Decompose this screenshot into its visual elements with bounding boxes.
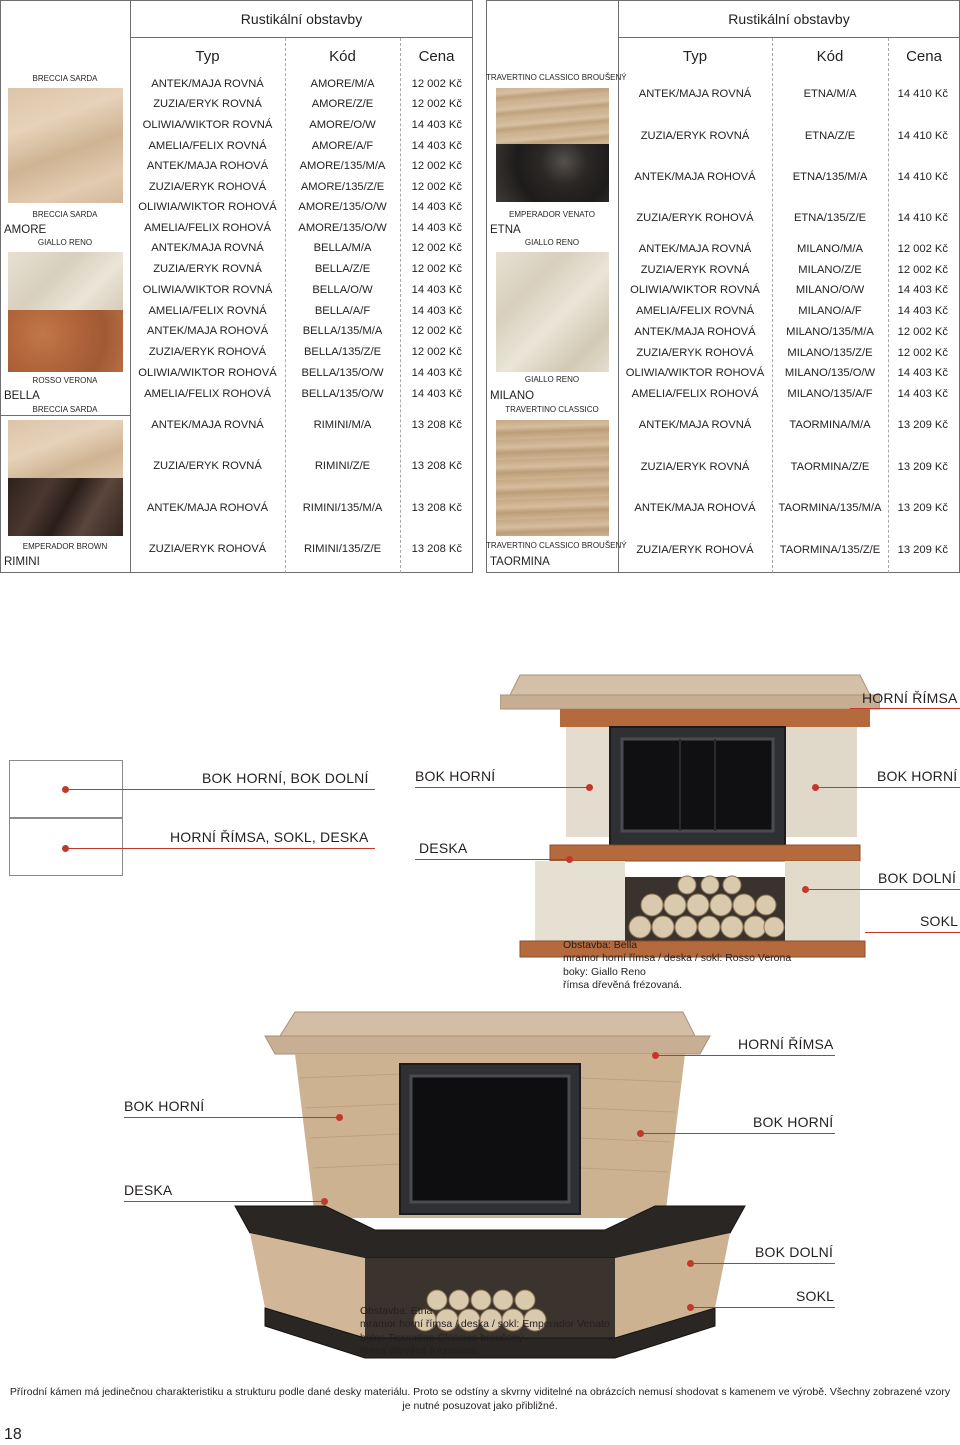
- row-code: TAORMINA/135/Z/E: [779, 544, 881, 556]
- swatch-label: BRECCIA SARDA: [32, 74, 98, 83]
- row-code: RIMINI/135/Z/E: [303, 543, 382, 555]
- label-bok-dolni: BOK DOLNÍ: [878, 870, 957, 886]
- right-title-rule: [618, 37, 960, 38]
- row-price: 13 208 Kč: [411, 460, 462, 472]
- row-code: BELLA/135/Z/E: [303, 346, 382, 358]
- row-type: OLIWIA/WIKTOR ROVNÁ: [142, 284, 273, 296]
- row-type: OLIWIA/WIKTOR ROHOVÁ: [138, 201, 277, 213]
- pointer-dot: [586, 784, 593, 791]
- row-price: 14 403 Kč: [411, 201, 462, 213]
- caption-line: Obstavba: Etna: [360, 1305, 433, 1317]
- pointer-line: [124, 1117, 339, 1118]
- group-name-amore: AMORE: [4, 224, 47, 236]
- row-type: AMELIA/FELIX ROHOVÁ: [144, 388, 271, 400]
- pointer-dot: [687, 1304, 694, 1311]
- pointer-line: [865, 932, 960, 933]
- swatch-travertino-classico: [496, 420, 609, 536]
- row-code: ETNA/135/M/A: [792, 171, 868, 183]
- page-number: 18: [4, 1426, 22, 1443]
- row-price: 14 403 Kč: [897, 388, 948, 400]
- row-type: ANTEK/MAJA ROHOVÁ: [634, 502, 756, 514]
- left-panel-title: Rustikální obstavby: [240, 11, 363, 27]
- row-type: ZUZIA/ERYK ROHOVÁ: [636, 212, 754, 224]
- row-price: 13 209 Kč: [897, 419, 948, 431]
- row-type: ZUZIA/ERYK ROHOVÁ: [636, 544, 754, 556]
- row-type: ANTEK/MAJA ROVNÁ: [638, 419, 752, 431]
- row-price: 14 403 Kč: [411, 388, 462, 400]
- swatch-travertino-brouseny: [496, 88, 609, 144]
- swatch-label: ROSSO VERONA: [32, 376, 98, 385]
- pointer-line: [690, 1307, 835, 1308]
- group-name-milano: MILANO: [490, 390, 535, 402]
- pointer-line: [640, 1133, 835, 1134]
- caption-line: boky: Travertino Classico broušený: [360, 1331, 524, 1344]
- swatch-emperador-brown: [8, 478, 123, 536]
- label-horni-rimsa-2: HORNÍ ŘÍMSA: [738, 1036, 834, 1052]
- row-price: 14 403 Kč: [411, 119, 462, 131]
- row-price: 12 002 Kč: [411, 98, 462, 110]
- label-bok-horni-right: BOK HORNÍ: [877, 768, 958, 784]
- row-type: AMELIA/FELIX ROVNÁ: [148, 305, 267, 317]
- row-price: 14 403 Kč: [411, 140, 462, 152]
- label-bok-horni-mid: BOK HORNÍ: [415, 768, 496, 784]
- caption-line: mramor horní římsa / deska / sokl: Emperador Venato: [360, 1318, 610, 1331]
- pointer-line: [655, 1055, 835, 1056]
- pointer-line: [805, 889, 960, 890]
- row-price: 13 208 Kč: [411, 419, 462, 431]
- pointer-dot: [62, 786, 69, 793]
- row-price: 12 002 Kč: [897, 326, 948, 338]
- fireplace-bella-illustration: [500, 665, 880, 975]
- row-code: RIMINI/M/A: [313, 419, 372, 431]
- row-type: AMELIA/FELIX ROVNÁ: [148, 140, 267, 152]
- row-code: BELLA/A/F: [314, 305, 371, 317]
- row-type: ZUZIA/ERYK ROVNÁ: [153, 263, 262, 275]
- row-type: ANTEK/MAJA ROHOVÁ: [146, 325, 269, 337]
- caption-line: Obstavba: Bella: [563, 939, 638, 951]
- row-type: ANTEK/MAJA ROVNÁ: [151, 242, 264, 254]
- row-price: 12 002 Kč: [897, 264, 948, 276]
- row-code: AMORE/A/F: [311, 140, 374, 152]
- row-code: AMORE/135/O/W: [298, 201, 387, 213]
- row-code: ETNA/135/Z/E: [793, 212, 867, 224]
- row-type: ZUZIA/ERYK ROVNÁ: [153, 460, 262, 472]
- row-price: 14 410 Kč: [897, 212, 948, 224]
- row-price: 13 208 Kč: [411, 543, 462, 555]
- swatch-breccia-sarda: [8, 88, 123, 203]
- pointer-dot: [802, 886, 809, 893]
- row-type: ANTEK/MAJA ROHOVÁ: [634, 171, 756, 183]
- row-type: ANTEK/MAJA ROVNÁ: [638, 243, 752, 255]
- row-code: AMORE/135/O/W: [298, 222, 387, 234]
- label-bok-horni-bok-dolni: BOK HORNÍ, BOK DOLNÍ: [202, 770, 369, 786]
- left-title-rule: [130, 37, 473, 38]
- pointer-line: [65, 848, 375, 849]
- row-code: MILANO/135/M/A: [786, 326, 874, 338]
- row-type: AMELIA/FELIX ROHOVÁ: [144, 222, 271, 234]
- label-bok-dolni-2: BOK DOLNÍ: [755, 1244, 834, 1260]
- row-price: 13 209 Kč: [897, 544, 948, 556]
- row-code: TAORMINA/Z/E: [790, 461, 870, 473]
- row-price: 14 410 Kč: [897, 130, 948, 142]
- row-code: MILANO/135/A/F: [787, 388, 873, 400]
- row-price: 12 002 Kč: [897, 347, 948, 359]
- row-code: MILANO/Z/E: [798, 264, 862, 276]
- row-type: ZUZIA/ERYK ROVNÁ: [640, 130, 750, 142]
- left-group-rule-1: [0, 415, 130, 416]
- swatch-label: EMPERADOR BROWN: [22, 542, 108, 551]
- row-code: MILANO/135/Z/E: [787, 347, 873, 359]
- caption-line: římsa dřevěná frézovaná.: [563, 978, 683, 991]
- group-name-taormina: TAORMINA: [490, 556, 550, 568]
- swatch-label: BRECCIA SARDA: [32, 210, 98, 219]
- row-price: 14 403 Kč: [411, 222, 462, 234]
- row-type: ANTEK/MAJA ROVNÁ: [151, 78, 264, 90]
- row-type: ZUZIA/ERYK ROVNÁ: [640, 461, 750, 473]
- row-code: AMORE/Z/E: [311, 98, 374, 110]
- row-price: 14 410 Kč: [897, 88, 948, 100]
- swatch-label: BRECCIA SARDA: [32, 405, 98, 414]
- pointer-dot: [321, 1198, 328, 1205]
- row-code: AMORE/135/M/A: [299, 160, 386, 172]
- row-code: BELLA/O/W: [312, 284, 373, 296]
- row-code: AMORE/135/Z/E: [300, 181, 385, 193]
- label-horni-rimsa-sokl-deska: HORNÍ ŘÍMSA, SOKL, DESKA: [170, 829, 369, 845]
- row-type: OLIWIA/WIKTOR ROHOVÁ: [625, 367, 765, 379]
- row-type: ZUZIA/ERYK ROVNÁ: [640, 264, 750, 276]
- swatch-label: TRAVERTINO CLASSICO BROUŠENÝ: [486, 73, 627, 82]
- row-price: 13 209 Kč: [897, 461, 948, 473]
- group-name-etna: ETNA: [490, 224, 521, 236]
- row-code: ETNA/Z/E: [804, 130, 856, 142]
- row-price: 12 002 Kč: [411, 263, 462, 275]
- row-code: BELLA/Z/E: [314, 263, 371, 275]
- swatch-breccia-sarda: [8, 420, 123, 478]
- swatch-emperador-venato: [496, 144, 609, 202]
- footer-disclaimer: Přírodní kámen má jedinečnou charakteristiku a strukturu podle dané desky materiálu. Proto se odstíny a skvrny viditelné na obrázcích nemusí shodovat s kamenem ve výrobě. Všechny zobrazené vzory je nutné posuzovat jako přibližné.: [9, 1386, 951, 1412]
- label-sokl: SOKL: [920, 913, 959, 929]
- label-sokl-2: SOKL: [796, 1288, 835, 1304]
- row-code: RIMINI/135/M/A: [302, 502, 383, 514]
- row-code: MILANO/O/W: [795, 284, 865, 296]
- row-type: ZUZIA/ERYK ROHOVÁ: [148, 181, 267, 193]
- swatch-label: EMPERADOR VENATO: [509, 210, 595, 219]
- row-price: 14 403 Kč: [897, 284, 948, 296]
- pointer-line: [415, 859, 570, 860]
- swatch-giallo-reno: [496, 252, 609, 372]
- row-type: ANTEK/MAJA ROVNÁ: [638, 88, 752, 100]
- pointer-dot: [336, 1114, 343, 1121]
- row-price: 12 002 Kč: [411, 346, 462, 358]
- pointer-line: [850, 708, 960, 709]
- right-header-cena: Cena: [906, 48, 942, 65]
- row-price: 14 403 Kč: [411, 284, 462, 296]
- row-type: OLIWIA/WIKTOR ROHOVÁ: [138, 367, 277, 379]
- group-name-rimini: RIMINI: [4, 556, 40, 568]
- caption-etna: [360, 1305, 610, 1358]
- row-price: 13 209 Kč: [897, 502, 948, 514]
- swatch-label: GIALLO RENO: [524, 238, 580, 247]
- swatch-rosso-verona: [8, 310, 123, 372]
- row-price: 12 002 Kč: [411, 325, 462, 337]
- pointer-line: [415, 787, 590, 788]
- row-code: MILANO/A/F: [798, 305, 862, 317]
- left-header-kod: Kód: [329, 48, 356, 65]
- row-price: 14 403 Kč: [897, 305, 948, 317]
- row-code: RIMINI/Z/E: [314, 460, 371, 472]
- swatch-label: GIALLO RENO: [524, 375, 580, 384]
- right-header-typ: Typ: [682, 48, 708, 65]
- row-price: 14 410 Kč: [897, 171, 948, 183]
- pointer-dot: [652, 1052, 659, 1059]
- pointer-line: [65, 789, 375, 790]
- row-code: BELLA/135/O/W: [301, 388, 384, 400]
- swatch-label: TRAVERTINO CLASSICO BROUŠENÝ: [486, 541, 627, 550]
- swatch-label: GIALLO RENO: [37, 238, 93, 247]
- row-price: 12 002 Kč: [411, 242, 462, 254]
- pointer-dot: [812, 784, 819, 791]
- row-price: 12 002 Kč: [411, 78, 462, 90]
- label-horni-rimsa: HORNÍ ŘÍMSA: [862, 690, 958, 706]
- row-type: ANTEK/MAJA ROHOVÁ: [634, 326, 756, 338]
- row-price: 12 002 Kč: [411, 160, 462, 172]
- label-bok-horni-right-2: BOK HORNÍ: [753, 1114, 834, 1130]
- pointer-dot: [566, 856, 573, 863]
- row-type: ANTEK/MAJA ROVNÁ: [151, 419, 264, 431]
- row-type: ANTEK/MAJA ROHOVÁ: [146, 160, 269, 172]
- label-deska: DESKA: [419, 840, 468, 856]
- row-type: AMELIA/FELIX ROVNÁ: [635, 305, 755, 317]
- row-price: 13 208 Kč: [411, 502, 462, 514]
- row-price: 14 403 Kč: [411, 367, 462, 379]
- row-code: AMORE/O/W: [309, 119, 376, 131]
- row-type: ZUZIA/ERYK ROVNÁ: [153, 98, 262, 110]
- row-type: ZUZIA/ERYK ROHOVÁ: [148, 346, 267, 358]
- pointer-line: [815, 787, 960, 788]
- row-type: ZUZIA/ERYK ROHOVÁ: [148, 543, 267, 555]
- row-type: ANTEK/MAJA ROHOVÁ: [146, 502, 269, 514]
- row-code: BELLA/135/O/W: [301, 367, 384, 379]
- row-type: OLIWIA/WIKTOR ROVNÁ: [142, 119, 273, 131]
- row-price: 14 403 Kč: [897, 367, 948, 379]
- caption-line: boky: Giallo Reno: [563, 965, 646, 978]
- caption-line: mramor horní římsa / deska / sokl: Rosso Verona: [563, 952, 792, 965]
- row-code: TAORMINA/135/M/A: [778, 502, 882, 514]
- label-bok-horni-left-2: BOK HORNÍ: [124, 1098, 205, 1114]
- row-code: MILANO/135/O/W: [784, 367, 876, 379]
- row-code: TAORMINA/M/A: [789, 419, 871, 431]
- caption-line: římsa dřevěná frézovaná.: [360, 1344, 480, 1357]
- row-code: ETNA/M/A: [803, 88, 857, 100]
- label-deska-2: DESKA: [124, 1182, 173, 1198]
- swatch-label: TRAVERTINO CLASSICO: [505, 405, 599, 414]
- pointer-dot: [687, 1260, 694, 1267]
- pointer-dot: [637, 1130, 644, 1137]
- row-type: ZUZIA/ERYK ROHOVÁ: [636, 347, 754, 359]
- row-code: BELLA/135/M/A: [302, 325, 383, 337]
- pointer-line: [124, 1201, 324, 1202]
- pointer-dot: [62, 845, 69, 852]
- right-header-kod: Kód: [816, 48, 844, 65]
- row-type: OLIWIA/WIKTOR ROVNÁ: [630, 284, 760, 296]
- right-panel-title: Rustikální obstavby: [728, 11, 850, 27]
- row-price: 14 403 Kč: [411, 305, 462, 317]
- group-name-bella: BELLA: [4, 390, 40, 402]
- row-code: AMORE/M/A: [310, 78, 375, 90]
- row-type: AMELIA/FELIX ROHOVÁ: [631, 388, 759, 400]
- pointer-line: [690, 1263, 835, 1264]
- caption-bella: [563, 939, 791, 992]
- row-code: BELLA/M/A: [313, 242, 372, 254]
- row-code: MILANO/M/A: [797, 243, 863, 255]
- row-price: 12 002 Kč: [897, 243, 948, 255]
- left-header-typ: Typ: [195, 48, 220, 65]
- left-header-cena: Cena: [418, 48, 455, 65]
- row-price: 12 002 Kč: [411, 181, 462, 193]
- swatch-giallo-reno: [8, 252, 123, 310]
